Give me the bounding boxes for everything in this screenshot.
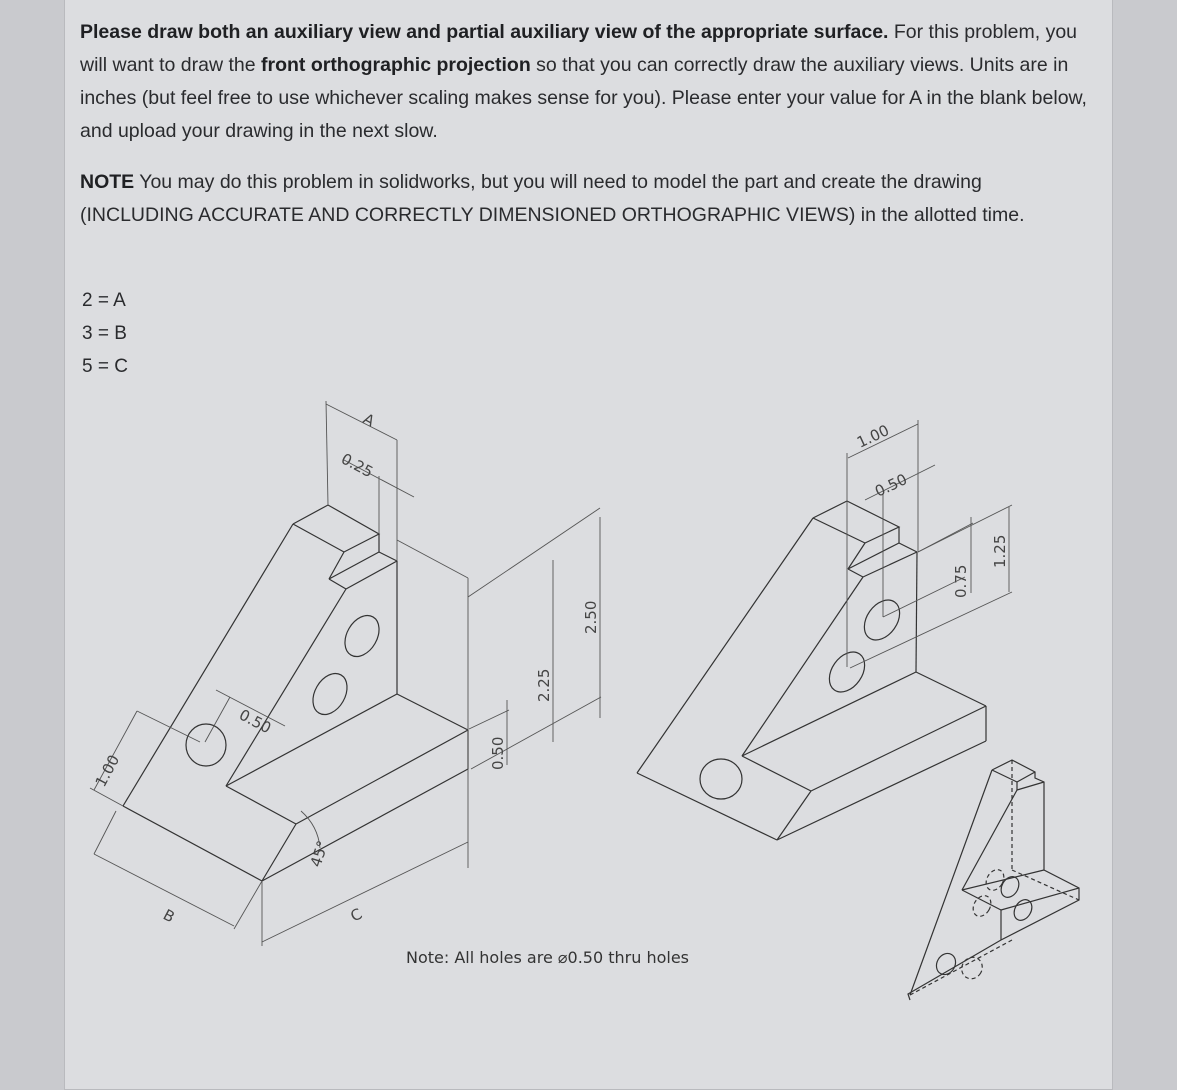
dim-2.25: 2.25: [535, 668, 553, 702]
instruction-text: For this problem, you will want to draw the: [80, 21, 1078, 76]
instruction-emphasis: front orthographic projection: [261, 54, 531, 76]
hole-r3: [857, 593, 907, 646]
instruction-text-2: so that you can correctly draw the auxiliary views. Units are in inches (but feel free to use whichever scaling makes sense for you). Please enter your value for A in the blank below, and upload your drawing in the next slow.: [80, 54, 1087, 142]
hole-1: [186, 724, 226, 766]
variable-a: 2 = A: [82, 290, 126, 311]
small-isometric-preview: [908, 760, 1079, 1000]
left-dimensions: [90, 401, 601, 946]
variable-c: 5 = C: [82, 356, 128, 377]
dim-0.50-hole: 0.50: [236, 705, 275, 738]
dim-0.50-vertical: 0.50: [489, 736, 507, 770]
dim-r-0.75: 0.75: [952, 564, 970, 598]
dim-2.50: 2.50: [582, 600, 600, 634]
dim-0.25: 0.25: [338, 449, 377, 482]
dim-a: A: [360, 409, 378, 431]
hole-r1: [700, 759, 742, 799]
holes-note: Note: All holes are ⌀0.50 thru holes: [406, 948, 689, 967]
note-label: NOTE: [80, 171, 135, 193]
dim-c: C: [347, 904, 366, 926]
dim-r-1.00: 1.00: [854, 421, 892, 452]
right-part-outline: [637, 501, 986, 840]
variable-b: 3 = B: [82, 323, 127, 344]
instruction-bold: Please draw both an auxiliary view and partial auxiliary view of the appropriate surface.: [80, 21, 889, 43]
right-dimensions: [847, 420, 1012, 668]
dim-1.00: 1.00: [91, 751, 124, 790]
dim-b: B: [160, 905, 178, 927]
hole-3: [338, 609, 386, 662]
dim-r-1.25: 1.25: [991, 534, 1009, 568]
note-text: You may do this problem in solidworks, but you will need to model the part and create the drawing (INCLUDING ACCURATE AND CORRECTLY DIMENSIONED ORTHOGRAPHIC VIEWS) in the allotted time.: [80, 171, 1025, 226]
dim-r-0.50: 0.50: [872, 470, 910, 501]
dim-45-degree: 45°: [306, 838, 333, 870]
hole-2: [306, 667, 354, 720]
left-part-outline: [123, 505, 468, 881]
